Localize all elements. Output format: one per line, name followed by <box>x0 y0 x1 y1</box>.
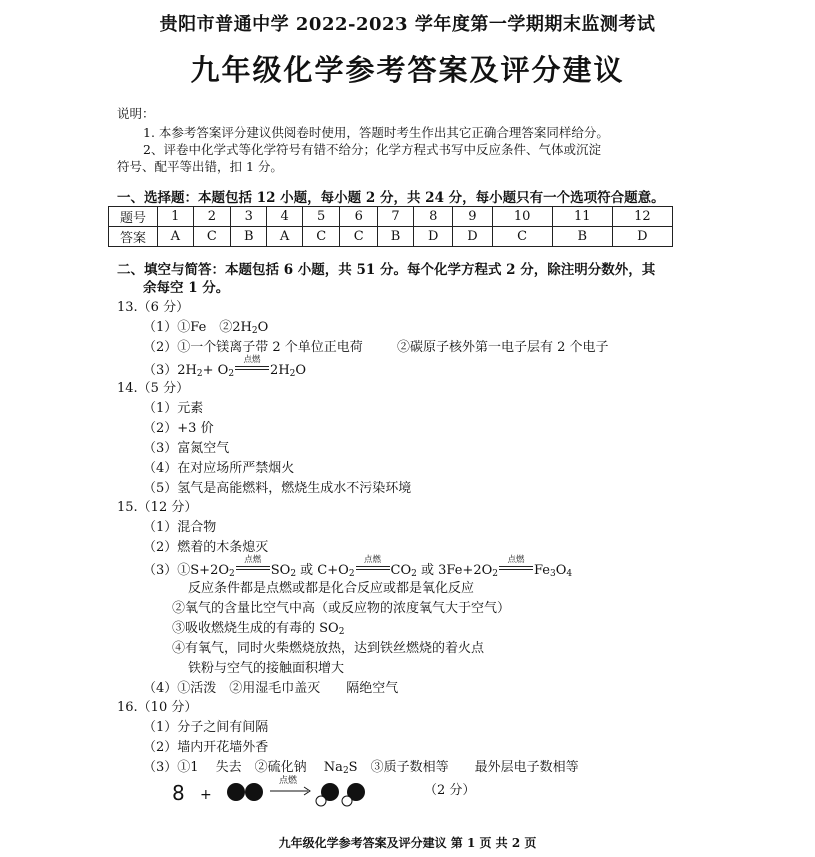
notes-heading: 说明： <box>117 106 155 121</box>
q15-answer-4: （4）①活泼 ②用湿毛巾盖灭 隔绝空气 <box>143 681 399 696</box>
notes-line-2: 2、评卷中化学式等化学符号有错不给分；化学方程式书写中反应条件、气体或沉淀 <box>143 142 601 157</box>
product-small-atom <box>316 796 326 806</box>
answer-row <box>109 227 673 247</box>
section-2-title-line-1: 二、填空与简答：本题包括 6 小题，共 51 分。每个化学方程式 2 分，除注明分数外，其 <box>117 262 656 278</box>
reaction-condition: 点燃 <box>235 366 269 374</box>
notes-line-3: 符号、配平等出错，扣 1 分。 <box>117 159 283 174</box>
q13-heading: 13.（6 分） <box>117 300 190 315</box>
answer-table <box>108 206 673 247</box>
answer-cell: C <box>302 227 340 247</box>
question-number-cell: 12 <box>612 207 672 227</box>
q14-heading: 14.（5 分） <box>117 381 190 396</box>
q13-answer-1: （1）①Fe $②2H_2O$ <box>143 320 269 336</box>
answer-cell: D <box>612 227 672 247</box>
q16-answer-1: （1）分子之间有间隔 <box>143 720 269 735</box>
document-title: 九年级化学参考答案及评分建议 <box>190 53 625 87</box>
q14-answer-5: （5）氢气是高能燃料，燃烧生成水不污染环境 <box>143 481 412 496</box>
answer-cell: B <box>377 227 413 247</box>
question-number-cell: 6 <box>340 207 378 227</box>
q16-answer-3: （3）①1 失去 ②硫化钠 $Na_2S$ ③质子数相等 最外层电子数相等 <box>143 760 579 776</box>
q15-answer-2: （2）燃着的木条熄灭 <box>143 540 269 555</box>
q15-answer-3-part-3: ③吸收燃烧生成的有毒的 $SO_2$ <box>172 621 345 637</box>
q15-answer-3-note: 反应条件都是点燃或都是化合反应或都是氧化反应 <box>188 581 475 596</box>
page-footer: 九年级化学参考答案及评分建议 第 1 页 共 2 页 <box>278 836 537 850</box>
molecule-atom <box>227 783 245 801</box>
q14-answer-2: （2）+3 价 <box>143 421 214 436</box>
plus-sign: + <box>200 787 212 803</box>
q16-answer-2: （2）墙内开花墙外香 <box>143 740 269 755</box>
q15-answer-3-part-2: ②氧气的含量比空气中高（或反应物的浓度氧气大于空气） <box>172 601 511 616</box>
q13-answer-3-equation: $(3)2H_2+ O_2$ 点燃 $2H_2O$ <box>143 355 307 379</box>
section-1-title: 一、选择题：本题包括 12 小题，每小题 2 分，共 24 分，每小题只有一个选项符合题意。 <box>117 190 665 206</box>
answer-cell: D <box>414 227 453 247</box>
q15-answer-3-part-4b: 铁粉与空气的接触面积增大 <box>188 661 345 676</box>
q14-answer-3: （3）富氮空气 <box>143 441 230 456</box>
answer-cell: A <box>267 227 303 247</box>
question-number-cell: 10 <box>492 207 552 227</box>
sulfur-atom-symbol: 8 <box>172 781 185 805</box>
row-label-answer: 答案 <box>109 227 158 247</box>
q15-answer-1: （1）混合物 <box>143 520 217 535</box>
molecule-atom <box>245 783 263 801</box>
question-number-cell: 9 <box>453 207 492 227</box>
reaction-condition: 点燃 <box>356 566 390 574</box>
diagram-score: （2 分） <box>424 783 476 798</box>
q15-answer-3-part-4: ④有氧气，同时火柴燃烧放热，达到铁丝燃烧的着火点 <box>172 641 485 656</box>
answer-cell: C <box>492 227 552 247</box>
q15-heading: 15.（12 分） <box>117 500 198 515</box>
question-number-cell: 1 <box>158 207 194 227</box>
notes-line-1: 1. 本参考答案评分建议供阅卷时使用，答题时考生作出其它正确合理答案同样给分。 <box>143 125 609 140</box>
reaction-condition: 点燃 <box>499 566 533 574</box>
q14-answer-1: （1）元素 <box>143 401 204 416</box>
question-number-cell: 11 <box>552 207 612 227</box>
section-2-title-line-2: 余每空 1 分。 <box>143 280 230 296</box>
answer-cell: D <box>453 227 492 247</box>
row-label-number: 题号 <box>109 207 158 227</box>
reaction-diagram <box>170 773 420 813</box>
q13-answer-2b: ②碳原子核外第一电子层有 2 个电子 <box>397 340 609 355</box>
question-number-cell: 5 <box>302 207 340 227</box>
answer-cell: B <box>231 227 267 247</box>
question-number-cell: 8 <box>414 207 453 227</box>
answer-cell: C <box>193 227 231 247</box>
question-number-cell: 2 <box>193 207 231 227</box>
q13-answer-2a: （2）①一个镁离子带 2 个单位正电荷 <box>143 340 363 355</box>
q14-answer-4: （4）在对应场所严禁烟火 <box>143 461 295 476</box>
answer-cell: C <box>340 227 378 247</box>
q15-answer-3-equations: $(3)①S+2O_2$ 点燃 $SO_2$ 或 $C+O_2$ 点燃 $CO_2$ 或 $3Fe+2O_2$ 点燃 $Fe_3O_4$ <box>143 555 573 579</box>
question-number-cell: 4 <box>267 207 303 227</box>
answer-cell: A <box>158 227 194 247</box>
product-small-atom <box>342 796 352 806</box>
q16-heading: 16.（10 分） <box>117 700 198 715</box>
exam-title: 贵阳市普通中学 2022-2023 学年度第一学期期末监测考试 <box>159 14 656 35</box>
question-number-row <box>109 207 673 227</box>
answer-cell: B <box>552 227 612 247</box>
reaction-condition: 点燃 <box>236 566 270 574</box>
diagram-condition-label: 点燃 <box>278 776 298 786</box>
question-number-cell: 7 <box>377 207 413 227</box>
question-number-cell: 3 <box>231 207 267 227</box>
